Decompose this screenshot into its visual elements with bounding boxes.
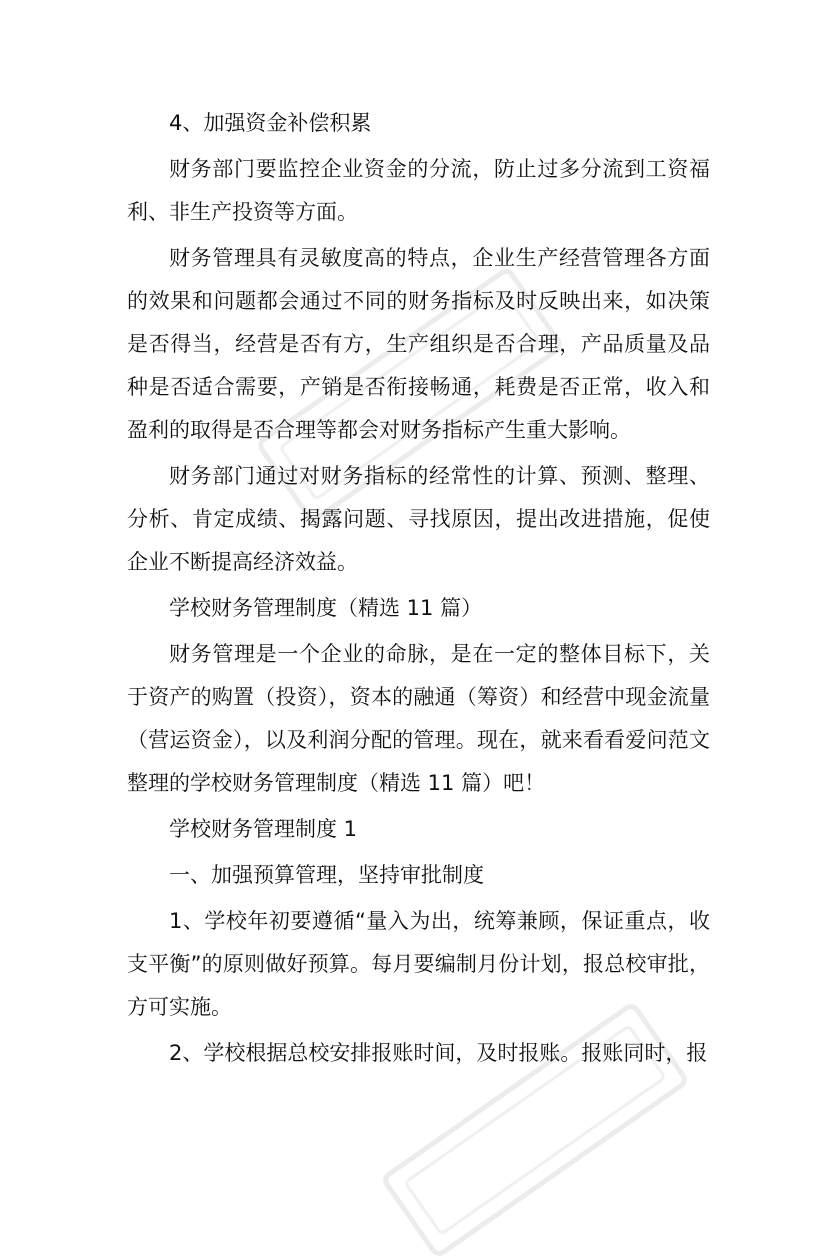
section-heading: 学校财务管理制度 1 — [169, 817, 358, 841]
section-heading: 4、加强资金补偿积累 — [169, 111, 372, 135]
article-title: 学校财务管理制度（精选 11 篇） — [169, 596, 483, 620]
paragraph: 财务部门通过对财务指标的经常性的计算、预测、整理、分析、肯定成绩、揭露问题、寻找原因，提出改进措施，促使企业不断提高经济效益。 — [127, 464, 710, 574]
document-body — [127, 102, 710, 1075]
paragraph: 财务管理具有灵敏度高的特点，企业生产经营管理各方面的效果和问题都会通过不同的财务指标及时反映出来，如决策是否得当，经营是否有方，生产组织是否合理，产品质量及品种是否适合需要，产销是否衔接畅通，耗费是否正常，收入和盈利的取得是否合理等都会对财务指标产生重大影响。 — [127, 246, 710, 442]
paragraph: 财务管理是一个企业的命脉，是在一定的整体目标下，关于资产的购置（投资），资本的融通（筹资）和经营中现金流量（营运资金），以及利润分配的管理。现在，就来看看爱问范文整理的学校财务管理制度（精选 11 篇）吧！ — [127, 642, 710, 795]
paragraph: 2、学校根据总校安排报账时间，及时报账。报账同时，报 — [169, 1041, 708, 1065]
paragraph: 财务部门要监控企业资金的分流，防止过多分流到工资福利、非生产投资等方面。 — [127, 157, 710, 224]
paragraph: 1、学校年初要遵循“量入为出，统筹兼顾，保证重点，收支平衡”的原则做好预算。每月要编制月份计划，报总校审批，方可实施。 — [127, 909, 710, 1019]
section-heading: 一、加强预算管理，坚持审批制度 — [169, 863, 484, 887]
